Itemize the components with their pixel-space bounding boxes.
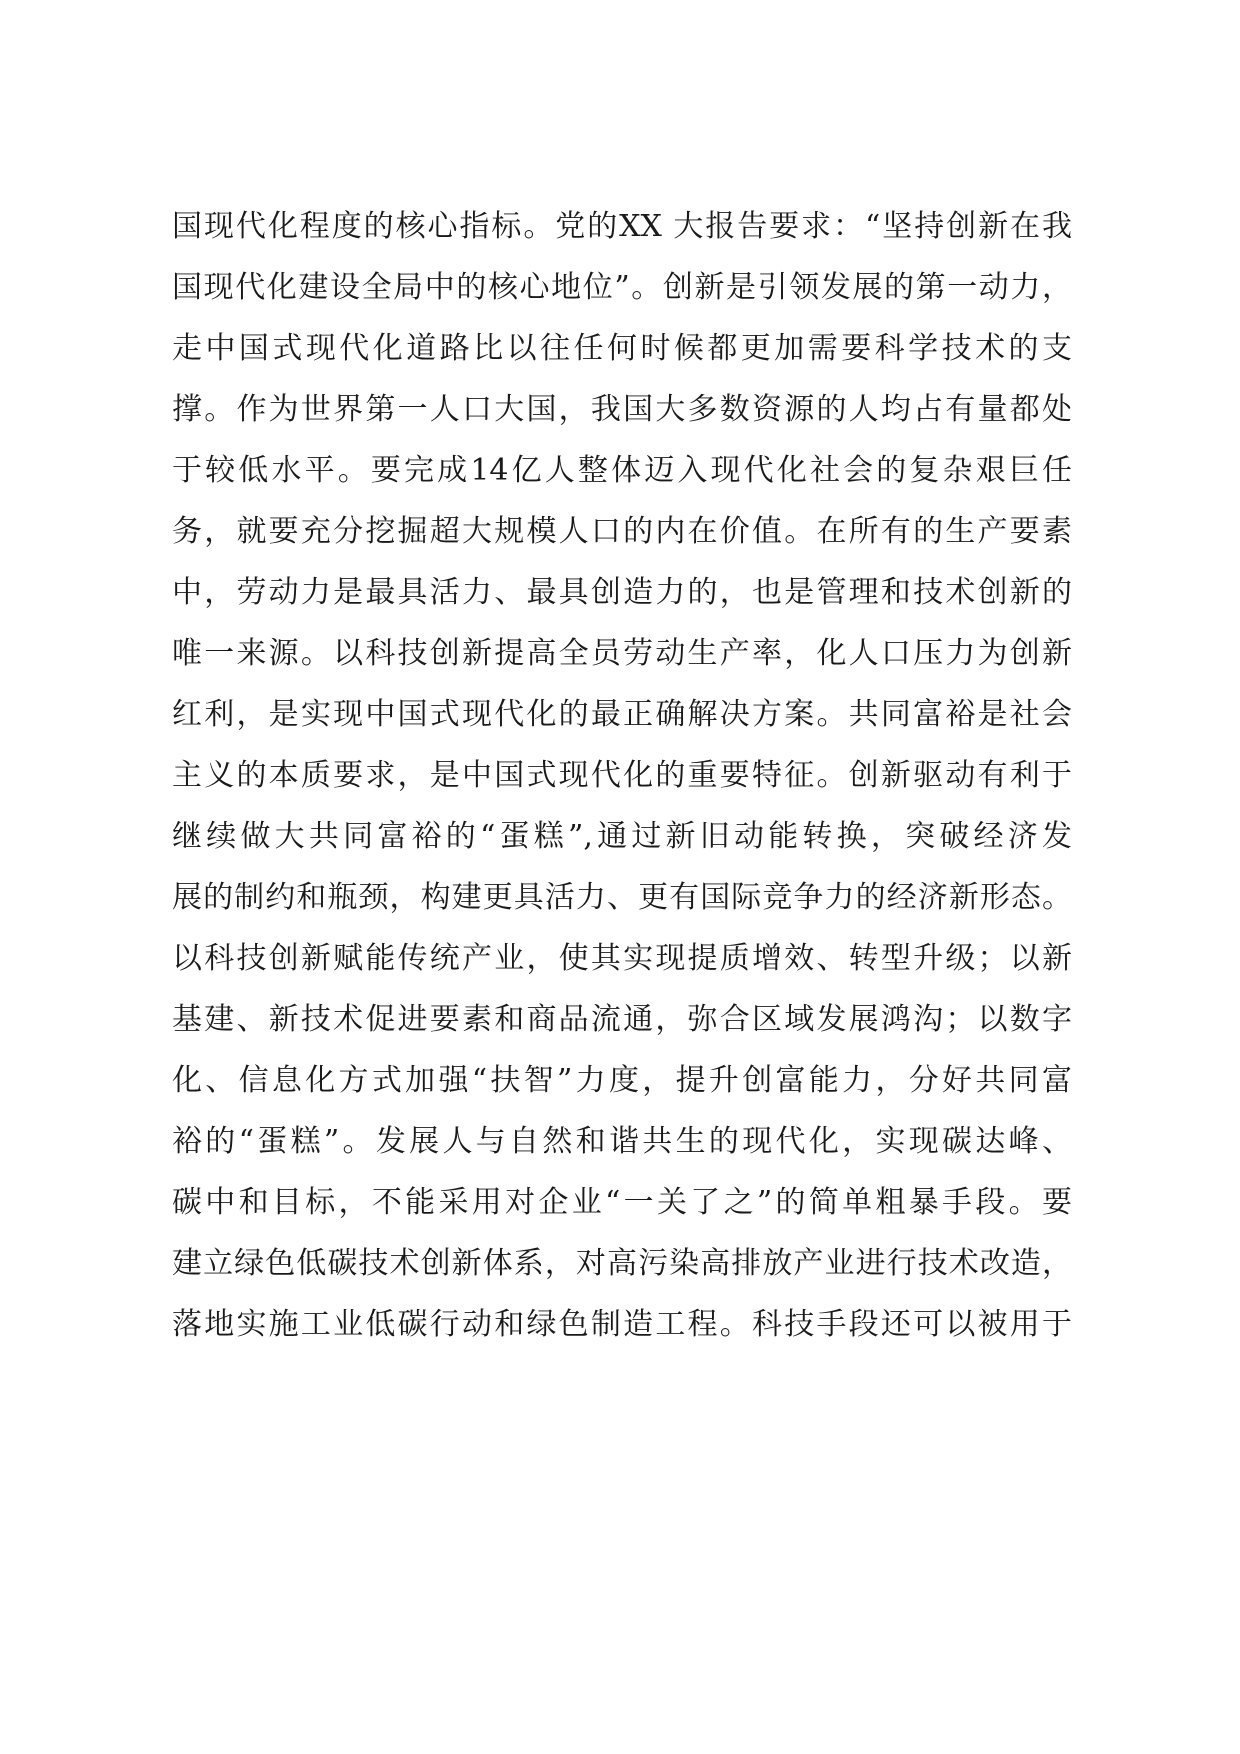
text-line: 以科技创新赋能传统产业，使其实现提质增效、转型升级；以新: [172, 941, 1072, 976]
text-line: 撑。作为世界第一人口大国，我国大多数资源的人均占有量都处: [172, 392, 1072, 427]
text-line: 国现代化程度的核心指标。党的XX 大报告要求：“坚持创新在我: [172, 209, 1072, 244]
text-line: 展的制约和瓶颈，构建更具活力、更有国际竞争力的经济新形态。: [172, 880, 1072, 915]
text-line: 建立绿色低碳技术创新体系，对高污染高排放产业进行技术改造，: [172, 1246, 1072, 1281]
text-line: 裕的“蛋糕”。发展人与自然和谐共生的现代化，实现碳达峰、: [172, 1124, 1072, 1159]
text-line: 唯一来源。以科技创新提高全员劳动生产率，化人口压力为创新: [172, 636, 1072, 671]
text-line: 基建、新技术促进要素和商品流通，弥合区域发展鸿沟；以数字: [172, 1002, 1072, 1037]
text-line: 务，就要充分挖掘超大规模人口的内在价值。在所有的生产要素: [172, 514, 1072, 549]
text-line: 走中国式现代化道路比以往任何时候都更加需要科学技术的支: [172, 331, 1072, 366]
text-line: 中，劳动力是最具活力、最具创造力的，也是管理和技术创新的: [172, 575, 1072, 610]
text-line: 落地实施工业低碳行动和绿色制造工程。科技手段还可以被用于: [172, 1307, 1072, 1342]
text-line: 国现代化建设全局中的核心地位”。创新是引领发展的第一动力，: [172, 270, 1072, 305]
text-line: 化、信息化方式加强“扶智”力度，提升创富能力，分好共同富: [172, 1063, 1072, 1098]
body-text: [172, 196, 1072, 1355]
text-line: 碳中和目标，不能采用对企业“一关了之”的简单粗暴手段。要: [172, 1185, 1072, 1220]
text-line: 主义的本质要求，是中国式现代化的重要特征。创新驱动有利于: [172, 758, 1072, 793]
text-line: 红利，是实现中国式现代化的最正确解决方案。共同富裕是社会: [172, 697, 1072, 732]
text-line: 继续做大共同富裕的“蛋糕”,通过新旧动能转换，突破经济发: [172, 819, 1072, 854]
text-line: 于较低水平。要完成14亿人整体迈入现代化社会的复杂艰巨任: [172, 453, 1072, 488]
